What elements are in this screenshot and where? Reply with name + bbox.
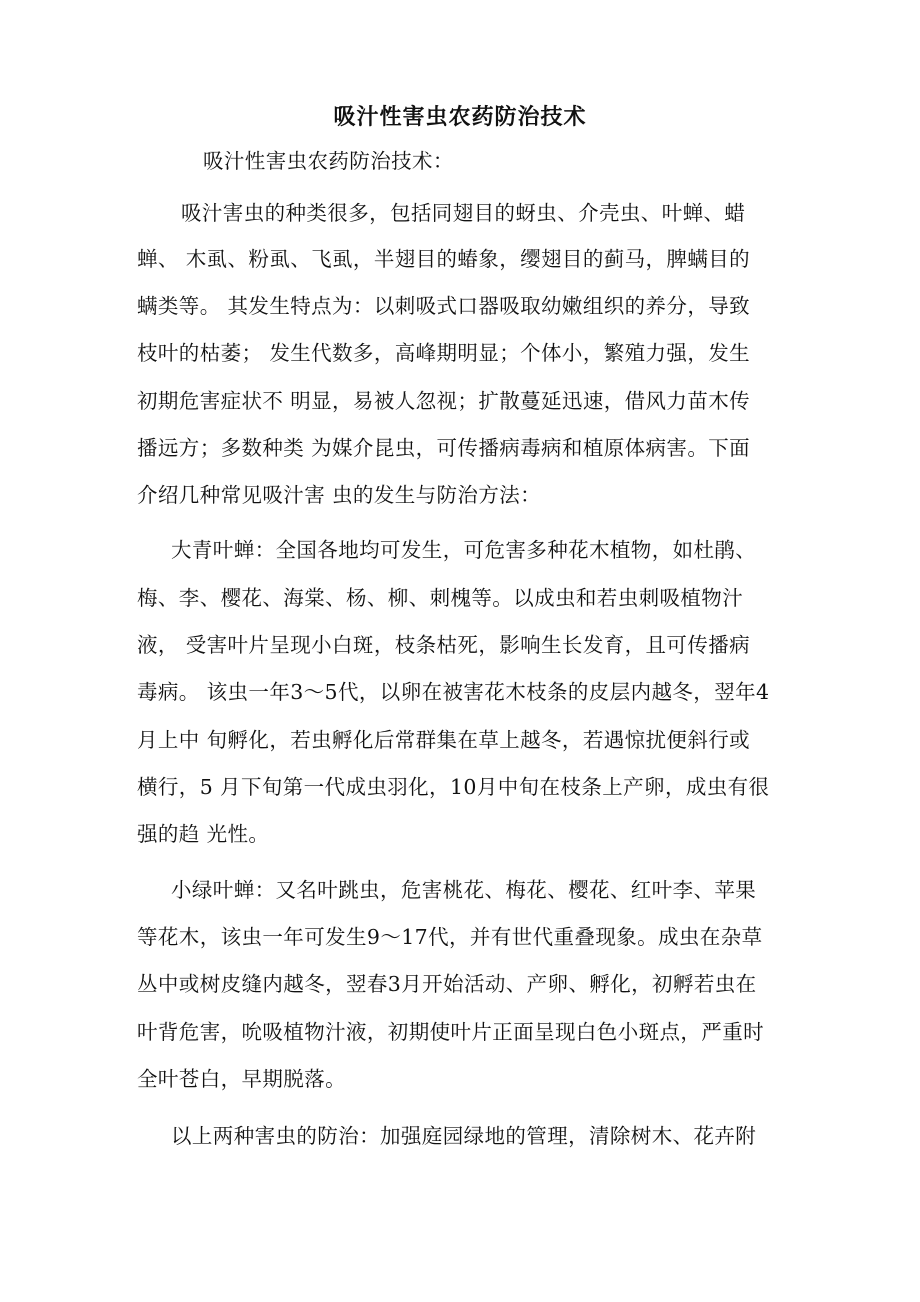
paragraph-line: 强的趋 光性。 xyxy=(137,822,270,846)
paragraph-line: 液， 受害叶片呈现小白斑，枝条枯死，影响生长发育，且可传播病 xyxy=(137,633,751,657)
paragraph-line: 全叶苍白，早期脱落。 xyxy=(137,1067,346,1091)
document-title: 吸汁性害虫农药防治技术 xyxy=(333,104,587,130)
paragraph-line: 播远方；多数种类 为媒介昆虫，可传播病毒病和植原体病害。下面 xyxy=(137,436,751,460)
paragraph-line: 叶背危害，吮吸植物汁液，初期使叶片正面呈现白色小斑点，严重时 xyxy=(137,1020,764,1044)
paragraph-line: 小绿叶蝉：又名叶跳虫，危害桃花、梅花、樱花、红叶李、苹果 xyxy=(171,878,757,902)
subtitle: 吸汁性害虫农药防治技术： xyxy=(203,149,454,173)
paragraph-line: 丛中或树皮缝内越冬，翌春3月开始活动、产卵、孵化，初孵若虫在 xyxy=(137,972,757,996)
paragraph-line: 等花木，该虫一年可发生9〜17代，并有世代重叠现象。成虫在杂草 xyxy=(137,925,763,949)
paragraph-line: 以上两种害虫的防治：加强庭园绿地的管理，清除树木、花卉附 xyxy=(171,1124,757,1148)
paragraph-line: 横行，5 月下旬第一代成虫羽化，10月中旬在枝条上产卵，成虫有很 xyxy=(137,775,770,799)
paragraph-line: 初期危害症状不 明显，易被人忽视；扩散蔓延迅速，借风力苗木传 xyxy=(137,389,751,413)
paragraph-line: 梅、李、樱花、海棠、杨、柳、刺槐等。以成虫和若虫刺吸植物汁 xyxy=(137,586,744,610)
paragraph-line: 枝叶的枯萎； 发生代数多，高峰期明显；个体小，繁殖力强，发生 xyxy=(137,341,751,365)
paragraph-line: 蝉、 木虱、粉虱、飞虱，半翅目的蝽象，缨翅目的蓟马，脾螨目的 xyxy=(137,247,751,271)
paragraph-line: 大青叶蝉：全国各地均可发生，可危害多种花木植物，如杜鹃、 xyxy=(171,538,757,562)
paragraph-line: 吸汁害虫的种类很多，包括同翅目的蚜虫、介壳虫、叶蝉、蜡 xyxy=(181,201,746,225)
paragraph-line: 月上中 旬孵化，若虫孵化后常群集在草上越冬，若遇惊扰便斜行或 xyxy=(137,728,751,752)
paragraph-line: 毒病。 该虫一年3〜5代，以卵在被害花木枝条的皮层内越冬，翌年4 xyxy=(137,680,770,704)
paragraph-line: 螨类等。 其发生特点为：以刺吸式口器吸取幼嫩组织的养分，导致 xyxy=(137,294,751,318)
paragraph-line: 介绍几种常见吸汁害 虫的发生与防治方法： xyxy=(137,483,542,507)
